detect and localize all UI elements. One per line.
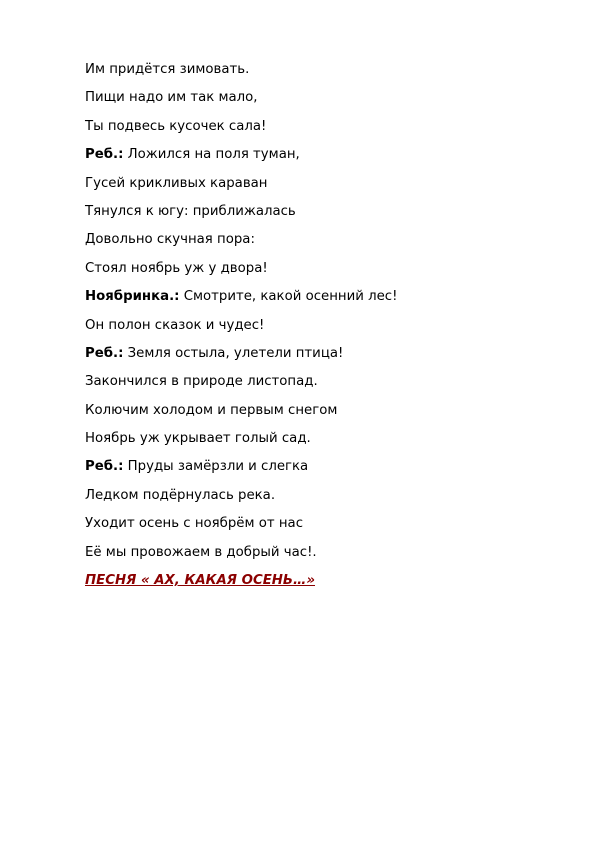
poem-line <box>85 141 545 169</box>
poem-line <box>85 539 545 567</box>
poem-line <box>85 368 545 396</box>
poem-line <box>85 226 545 254</box>
line-text: Ты подвесь кусочек сала! <box>85 118 267 134</box>
song-title: ПЕСНЯ « АХ, КАКАЯ ОСЕНЬ…» <box>85 573 315 589</box>
poem-line <box>85 56 545 84</box>
speaker-label: Реб.: <box>85 459 124 475</box>
line-text: Уходит осень с ноябрём от нас <box>85 516 304 532</box>
speaker-label: Ноябринка.: <box>85 289 180 305</box>
song-title-line <box>85 567 545 595</box>
poem-line <box>85 113 545 141</box>
line-text: Стоял ноябрь уж у двора! <box>85 260 268 276</box>
document-page <box>85 56 545 595</box>
line-text: Им придётся зимовать. <box>85 62 250 77</box>
line-text: Земля остыла, улетели птица! <box>123 345 344 361</box>
poem-line <box>85 340 545 368</box>
poem-line <box>85 255 545 283</box>
speaker-label: Реб.: <box>85 147 124 163</box>
line-text: Пищи надо им так мало, <box>85 90 258 106</box>
line-text: Довольно скучная пора: <box>85 232 255 248</box>
line-text: Пруды замёрзли и слегка <box>123 459 309 475</box>
line-text: Он полон сказок и чудес! <box>85 317 265 333</box>
poem-line <box>85 198 545 226</box>
line-text: Ложился на поля туман, <box>123 147 300 163</box>
line-text: Ледком подёрнулась река. <box>85 487 276 503</box>
line-text: Гусей крикливых караван <box>85 175 268 191</box>
poem-line <box>85 170 545 198</box>
poem-line <box>85 312 545 340</box>
poem-line <box>85 283 545 311</box>
poem-line <box>85 84 545 112</box>
line-text: Закончился в природе листопад. <box>85 374 318 390</box>
line-text: Ноябрь уж укрывает голый сад. <box>85 431 311 447</box>
speaker-label: Реб.: <box>85 345 124 361</box>
line-text: Тянулся к югу: приближалась <box>85 203 296 219</box>
poem-line <box>85 482 545 510</box>
line-text: Колючим холодом и первым снегом <box>85 402 338 418</box>
poem-line <box>85 510 545 538</box>
poem-line <box>85 425 545 453</box>
poem-line <box>85 453 545 481</box>
poem-line <box>85 397 545 425</box>
line-text: Смотрите, какой осенний лес! <box>179 289 398 305</box>
line-text: Её мы провожаем в добрый час!. <box>85 544 317 560</box>
